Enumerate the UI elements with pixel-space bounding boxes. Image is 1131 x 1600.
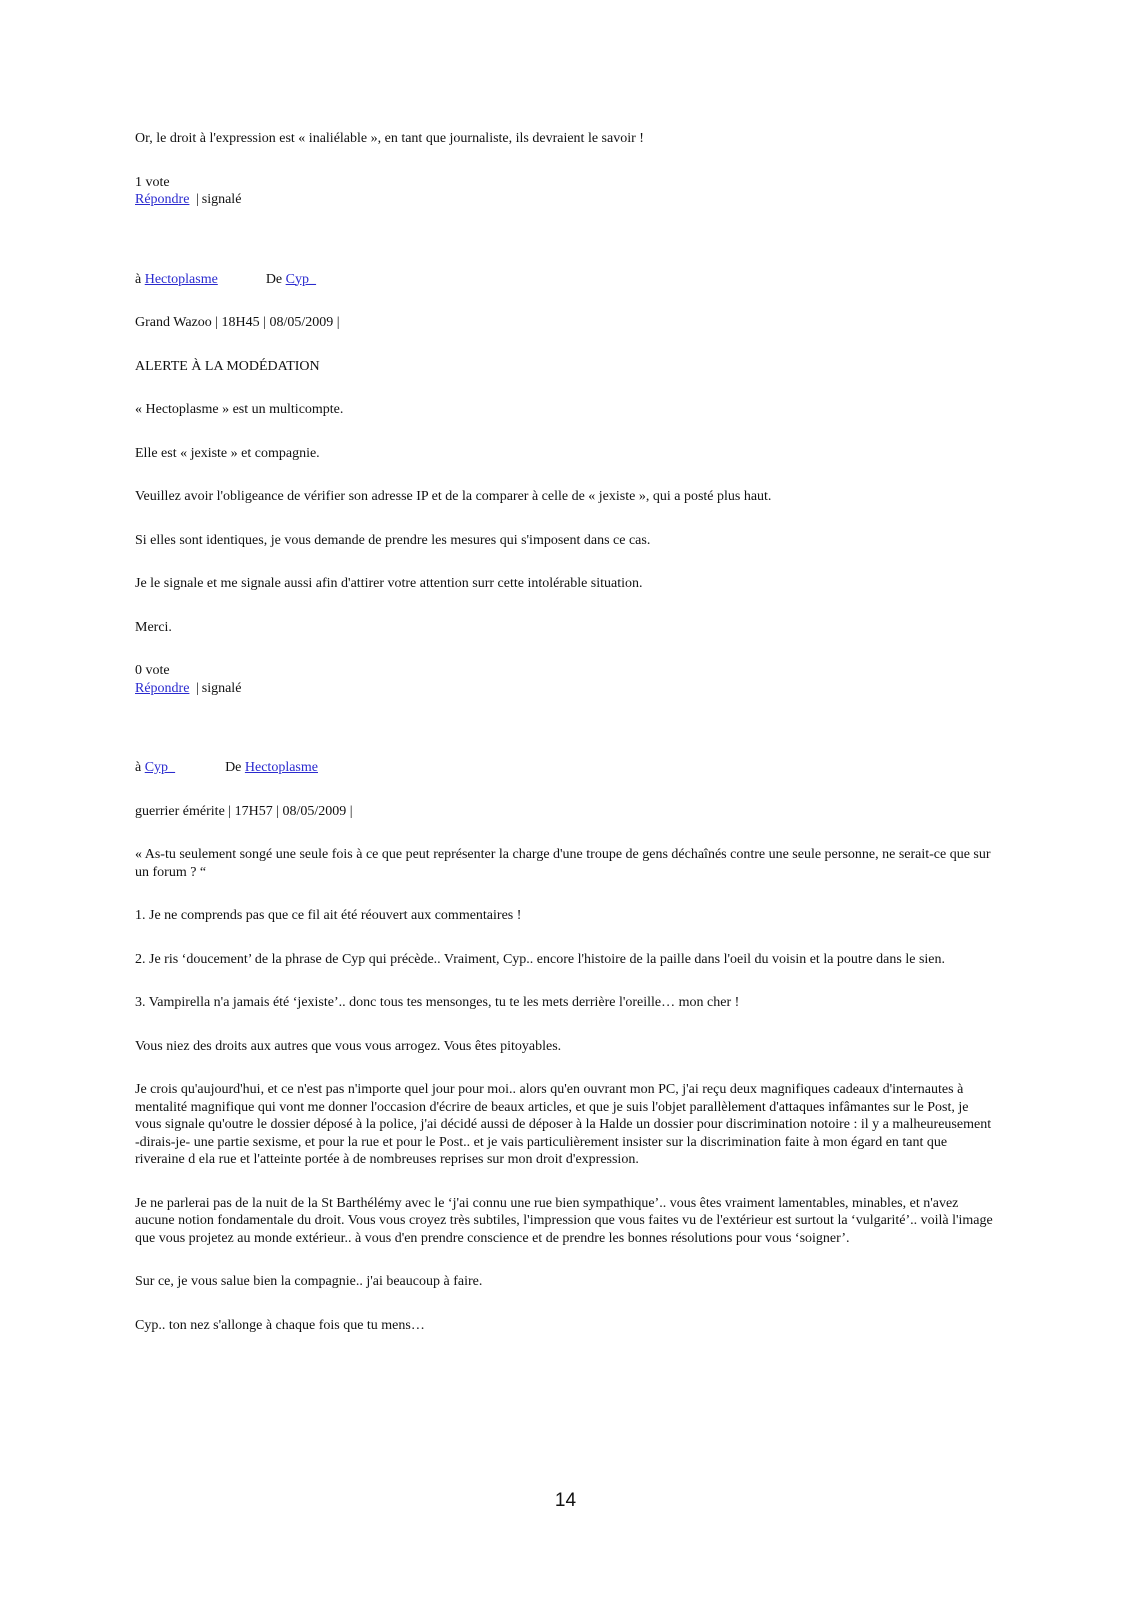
comment-paragraph: 3. Vampirella n'a jamais été ‘jexiste’.. donc tous tes mensonges, tu te les mets derrière l'oreille… mon cher ! xyxy=(135,995,740,1010)
comment-paragraph: « As-tu seulement songé une seule fois à ce que peut représenter la charge d'une troupe de gens déchaînés contre une seule personne, ne serait-ce que sur un forum ? “ xyxy=(135,847,991,880)
comment-paragraph: Veuillez avoir l'obligeance de vérifier son adresse IP et de la comparer à celle de « jexiste », qui a posté plus haut. xyxy=(135,489,772,504)
comment-3-header xyxy=(135,759,995,777)
document-page xyxy=(135,130,995,1334)
comment-paragraph: Je crois qu'aujourd'hui, et ce n'est pas n'importe quel jour pour moi.. alors qu'en ouvrant mon PC, j'ai reçu deux magnifiques cadeaux d'internautes à mentalité magnifique qui vont me donner l'occasion d'écrire de beaux articles, et que je suis l'objet parallèlement d'attaques infâmantes sur le Post, je vous signale qu'outre le dossier déposé à la police, j'ai décidé aussi de déposer à la Halde un dossier pour discrimination notoire : il y a malheureusement -dirais-je- une partie sexisme, et pour la rue et pour le Post.. et je vais particulièrement insister sur la discrimination faite à mon égard en tant que riveraine d ela rue et l'atteinte portée à de nombreuses reprises sur mon droit d'expression. xyxy=(135,1082,992,1167)
comment-paragraph: Vous niez des droits aux autres que vous vous arrogez. Vous êtes pitoyables. xyxy=(135,1038,562,1054)
comment-2-header xyxy=(135,271,995,289)
comment-paragraph: Merci. xyxy=(135,619,172,635)
reply-link[interactable]: Répondre xyxy=(135,680,190,696)
from-user-link[interactable]: Hectoplasme xyxy=(244,760,318,775)
to-user-link[interactable]: Cyp_ xyxy=(144,760,176,775)
comment-1-footer xyxy=(135,174,995,209)
flagged-label: signalé xyxy=(201,680,242,696)
comment-paragraph: « Hectoplasme » est un multicompte. xyxy=(135,402,344,417)
from-user-link[interactable]: Cyp_ xyxy=(285,271,316,287)
comment-paragraph: Si elles sont identiques, je vous demande de prendre les mesures qui s'imposent dans ce cas. xyxy=(135,532,651,548)
vote-count: 0 vote xyxy=(135,663,170,678)
reply-link[interactable]: Répondre xyxy=(135,192,190,207)
comment-meta: Grand Wazoo | 18H45 | 08/05/2009 | xyxy=(135,315,340,330)
comment-actions xyxy=(135,680,995,698)
intro-text: Or, le droit à l'expression est « inaliélable », en tant que journaliste, ils devraient le savoir ! xyxy=(135,131,644,146)
comment-actions xyxy=(135,191,995,209)
vote-count: 1 vote xyxy=(135,174,170,190)
to-prefix: à xyxy=(135,271,142,287)
separator: | xyxy=(195,680,199,696)
from-prefix: De xyxy=(265,271,283,287)
separator: | xyxy=(195,192,199,207)
comment-paragraph: Je le signale et me signale aussi afin d'attirer votre attention surr cette intolérable situation. xyxy=(135,576,643,591)
comment-paragraph: Sur ce, je vous salue bien la compagnie.. j'ai beaucoup à faire. xyxy=(135,1274,483,1289)
to-prefix: à xyxy=(135,760,142,775)
comment-2-footer xyxy=(135,662,995,697)
comment-paragraph: 1. Je ne comprends pas que ce fil ait été réouvert aux commentaires ! xyxy=(135,908,522,923)
page-number: 14 xyxy=(554,1490,577,1511)
to-user-link[interactable]: Hectoplasme xyxy=(144,271,218,287)
flagged-label: signalé xyxy=(201,192,242,207)
comment-paragraph: Je ne parlerai pas de la nuit de la St Barthélémy avec le ‘j'ai connu une rue bien sympathique’.. vous êtes vraiment lamentables, minables, et n'avez aucune notion fondamentale du droit. Vous vous croyez très subtiles, l'impression que vous faites vu de l'extérieur est surtout la ‘vulgarité’.. voilà l'image que vous projetez au monde extérieur.. à vous d'en prendre conscience et de prendre les bonnes résolutions pour vous ‘soigner’. xyxy=(135,1195,993,1246)
from-prefix: De xyxy=(225,760,242,775)
comment-paragraph: Cyp.. ton nez s'allonge à chaque fois que tu mens… xyxy=(135,1317,425,1333)
comment-meta: guerrier émérite | 17H57 | 08/05/2009 | xyxy=(135,803,353,819)
comment-paragraph: ALERTE À LA MODÉDATION xyxy=(135,358,320,374)
comment-paragraph: Elle est « jexiste » et compagnie. xyxy=(135,445,320,461)
comment-paragraph: 2. Je ris ‘doucement’ de la phrase de Cyp qui précède.. Vraiment, Cyp.. encore l'histoire de la paille dans l'oeil du voisin et la poutre dans le sien. xyxy=(135,951,946,967)
